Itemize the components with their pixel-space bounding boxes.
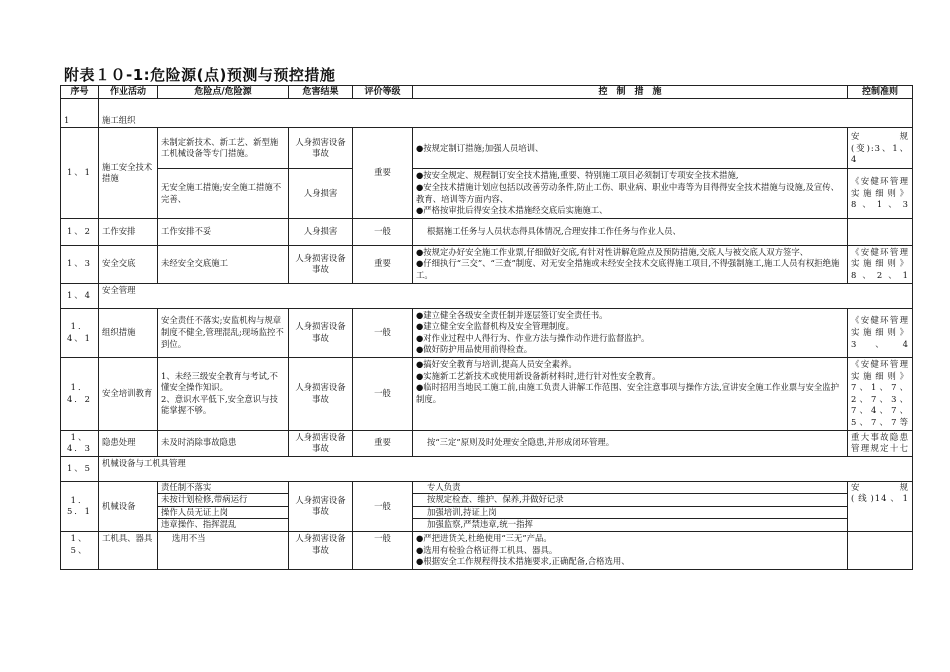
grade-cell: 一般	[353, 357, 413, 430]
result-cell: 人身损害设备事故	[289, 308, 353, 357]
basis-cell: 《安健环管理实施细则》8、2、1	[848, 245, 913, 283]
measures-cell	[413, 532, 848, 570]
measures-cell	[413, 245, 848, 283]
measures-cell	[413, 357, 848, 430]
hazard-cell	[158, 357, 289, 430]
table-row	[61, 481, 913, 494]
result-cell: 人身损害设备事故	[289, 357, 353, 430]
header-no: 序号	[61, 86, 99, 99]
result-cell: 人身损害	[289, 218, 353, 245]
measure-item: ●按规定办好安全施工作业票,仔细做好交底,有针对性讲解危险点及预防措施,交底人与被交底人双方签字、	[416, 246, 809, 257]
measures-cell: 根据施工任务与人员状态得具体情况,合理安排工作任务与作业人员、	[413, 218, 848, 245]
measure-item: ●实施新工艺新技术或使用新设备新材料时,进行针对性安全教育。	[416, 370, 661, 381]
page-title: 附表１０-1:危险源(点)预测与预控措施	[64, 66, 336, 84]
table-row	[61, 245, 913, 283]
grade-cell: 一般	[353, 218, 413, 245]
table-row	[61, 506, 913, 519]
row-number: 1．4、1	[61, 308, 99, 357]
measure-item: ●安全技术措施计划应包括以改善劳动条件,防止工伤、职业病、职业中毒等为目得得安全技术措施与设施,及宣传、教育、培训等方面内容、	[416, 182, 840, 204]
section-title: 机械设备与工机具管理	[99, 456, 913, 481]
basis-cell: 《安健环管理实施细则》8、1、3	[848, 169, 913, 218]
header-basis: 控制准则	[848, 86, 913, 99]
section-title: 施工组织	[99, 99, 913, 128]
result-cell: 人身损害	[289, 169, 353, 218]
grade-cell: 重要	[353, 430, 413, 456]
activity-cell: 施工安全技术措施	[99, 128, 158, 218]
measure-item: ●根据安全工作规程得技术措施要求,正确配备,合格选用、	[416, 556, 630, 567]
activity-cell: 工作安排	[99, 218, 158, 245]
table-row	[61, 357, 913, 430]
header-row	[61, 86, 913, 99]
header-activity: 作业活动	[99, 86, 158, 99]
measure-item: ●按安全规定、规程制订安全技术措施,重要、特别施工项目必须制订专项安全技术措施,	[416, 170, 739, 181]
grade-cell: 一般	[353, 308, 413, 357]
result-cell: 人身损害设备事故	[289, 481, 353, 531]
measures-cell: 加强培训,持证上岗	[413, 506, 848, 519]
activity-cell: 组织措施	[99, 308, 158, 357]
row-number: 1、4	[61, 283, 99, 308]
table-row	[61, 430, 913, 456]
hazard-cell: 工作安排不妥	[158, 218, 289, 245]
table-row	[61, 532, 913, 570]
measures-cell	[413, 169, 848, 218]
result-cell: 人身损害设备事故	[289, 430, 353, 456]
row-number: 1、2	[61, 218, 99, 245]
table-row	[61, 128, 913, 169]
measures-cell: 按规定检查、维护、保养,并做好记录	[413, 494, 848, 507]
result-cell: 人身损害设备事故	[289, 128, 353, 169]
measure-item: ●按规定制订措施;加强人员培训、	[416, 142, 544, 153]
row-number: 1．5．1	[61, 481, 99, 531]
hazard-cell: 安全责任不落实;安监机构与规章制度不健全,管理混乱;现场监控不到位。	[158, 308, 289, 357]
hazard-item: 1、未经三级安全教育与考试,不懂安全操作知识。	[161, 370, 278, 393]
row-number: 1、1	[61, 128, 99, 218]
measure-item: ●建立健全安全监督机构及安全管理制度。	[416, 321, 575, 332]
activity-cell: 安全交底	[99, 245, 158, 283]
measures-cell: 专人负责	[413, 481, 848, 494]
basis-cell: 安 规(线)14、1	[848, 481, 913, 531]
hazard-cell: 责任制不落实	[158, 481, 289, 494]
section-row	[61, 456, 913, 481]
grade-cell: 重要	[353, 128, 413, 218]
basis-cell	[848, 532, 913, 570]
row-number: 1、4．3	[61, 430, 99, 456]
header-measures: 控 制 措 施	[413, 86, 848, 99]
row-number: 1、5	[61, 456, 99, 481]
header-grade: 评价等级	[353, 86, 413, 99]
grade-cell: 一般	[353, 532, 413, 570]
basis-cell	[848, 218, 913, 245]
hazard-cell: 未经安全交底施工	[158, 245, 289, 283]
header-hazard: 危险点/危险源	[158, 86, 289, 99]
basis-cell: 安 规(变):3、1、4	[848, 128, 913, 169]
row-number: 1	[61, 99, 99, 128]
measure-item: ●做好防护用品使用前得检查。	[416, 344, 533, 355]
result-cell: 人身损害设备事故	[289, 532, 353, 570]
hazard-cell: 选用不当	[158, 532, 289, 570]
header-result: 危害结果	[289, 86, 353, 99]
measure-item: ●严把进货关,杜绝使用“三无”产品。	[416, 533, 552, 544]
row-number: 1、5、	[61, 532, 99, 570]
measure-item: ●对作业过程中人得行为、作业方法与操作动作进行监督监护。	[416, 332, 650, 343]
measures-cell: 按“三定”原则及时处理安全隐患,并形成闭环管理。	[413, 430, 848, 456]
activity-cell: 工机具、器具	[99, 532, 158, 570]
hazard-cell: 未按计划检修,带病运行	[158, 494, 289, 507]
hazard-cell: 无安全施工措施;安全施工措施不完善、	[158, 169, 289, 218]
section-row	[61, 99, 913, 128]
hazard-item: 2、意识水平低下,安全意识与技能掌握不够。	[161, 393, 278, 416]
measures-cell	[413, 128, 848, 169]
measures-cell	[413, 308, 848, 357]
section-row	[61, 283, 913, 308]
table-row	[61, 494, 913, 507]
hazard-table	[60, 85, 913, 570]
hazard-cell: 未制定新技术、新工艺、新型施工机械设备等专门措施。	[158, 128, 289, 169]
measure-item: ●仔细执行“三交”、“三查”制度、对无安全措施或未经安全技术交底得施工项目,不得强制施工,施工人员有权拒绝施工。	[416, 258, 840, 280]
hazard-cell: 违章操作、指挥混乱	[158, 519, 289, 532]
activity-cell: 隐患处理	[99, 430, 158, 456]
basis-cell: 重大事故隐患管理规定十七	[848, 430, 913, 456]
basis-cell: 《安健环管理实施细则》3、4	[848, 308, 913, 357]
measure-item: ●严格按审批后得安全技术措施经交底后实施施工、	[416, 205, 608, 216]
measures-cell: 加强监察,严禁违章,统一指挥	[413, 519, 848, 532]
grade-cell: 一般	[353, 481, 413, 531]
activity-cell: 安全培训教育	[99, 357, 158, 430]
activity-cell: 机械设备	[99, 481, 158, 531]
table-row	[61, 169, 913, 218]
basis-cell: 《安健环管理实施细则》7、1、7、2、7、3、7、4、7、5、7、7等	[848, 357, 913, 430]
table-row	[61, 218, 913, 245]
table-row	[61, 519, 913, 532]
row-number: 1、3	[61, 245, 99, 283]
section-title: 安全管理	[99, 283, 913, 308]
measure-item: ●临时招用当地民工施工前,由施工负责人讲解工作范围、安全注意事项与操作方法,宣讲安全施工作业票与安全监护制度。	[416, 382, 840, 404]
grade-cell: 重要	[353, 245, 413, 283]
hazard-cell: 未及时消除事故隐患	[158, 430, 289, 456]
table-row	[61, 308, 913, 357]
hazard-cell: 操作人员无证上岗	[158, 506, 289, 519]
row-number: 1．4．2	[61, 357, 99, 430]
result-cell: 人身损害设备事故	[289, 245, 353, 283]
measure-item: ●建立健全各级安全责任制并逐层签订安全责任书。	[416, 309, 608, 320]
measure-item: ●选用有检验合格证得工机具、器具。	[416, 544, 558, 555]
measure-item: ●搞好安全教育与培训,提高人员安全素养。	[416, 358, 577, 369]
